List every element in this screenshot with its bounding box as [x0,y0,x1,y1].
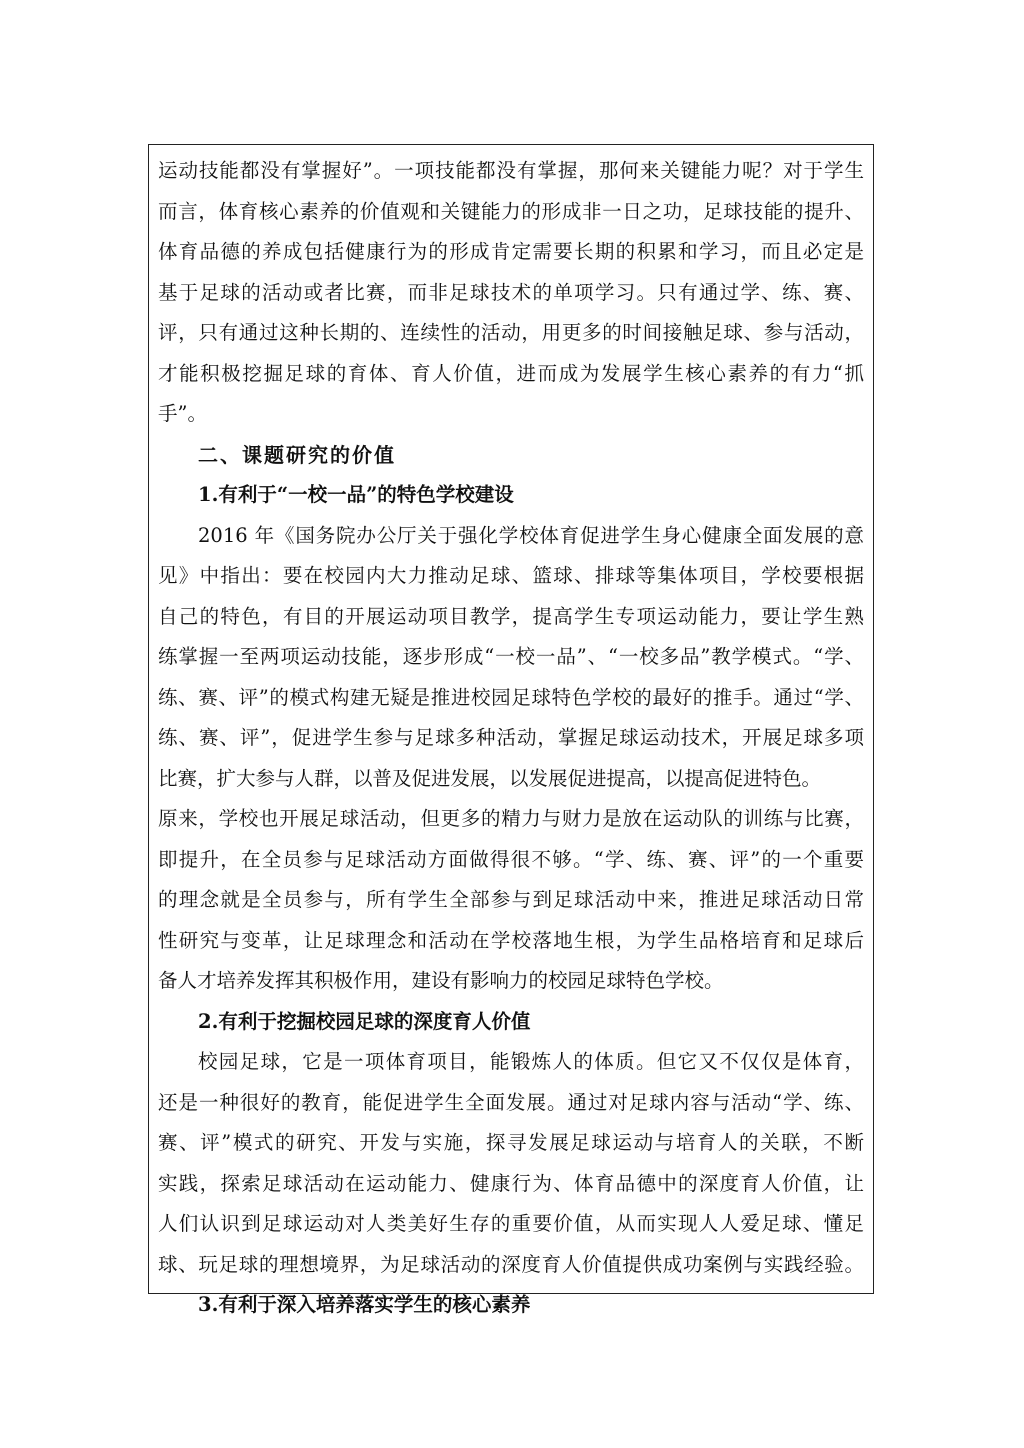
text-line: 2016 年《国务院办公厅关于强化学校体育促进学生身心健康全面发展的意 [198,523,864,547]
section-heading: 二、课题研究的价值 [198,442,396,467]
text-line: 赛、评”模式的研究、开发与实施，探寻发展足球运动与培育人的关联，不断 [158,1131,864,1154]
text-line: 评，只有通过这种长期的、连续性的活动，用更多的时间接触足球、参与活动， [158,321,864,344]
text-line: 才能积极挖掘足球的育体、育人价值，进而成为发展学生核心素养的有力“抓 [158,361,864,385]
subsection-heading: 2.有利于挖掘校园足球的深度育人价值 [198,1009,531,1033]
text-line: 见》中指出：要在校园内大力推动足球、篮球、排球等集体项目，学校要根据 [158,564,864,587]
text-line: 实践，探索足球活动在运动能力、健康行为、体育品德中的深度育人价值，让 [158,1171,864,1195]
text-line: 的理念就是全员参与，所有学生全部参与到足球活动中来，推进足球活动日常 [158,888,864,911]
document-body [158,151,864,1326]
text-line: 原来，学校也开展足球活动，但更多的精力与财力是放在运动队的训练与比赛， [158,807,864,830]
text-line: 比赛，扩大参与人群，以普及促进发展，以发展促进提高，以提高促进特色。 [158,766,822,790]
text-line: 练、赛、评”，促进学生参与足球多种活动，掌握足球运动技术，开展足球多项 [158,726,864,749]
text-line: 球、玩足球的理想境界，为足球活动的深度育人价值提供成功案例与实践经验。 [158,1252,864,1276]
text-line: 体育品德的养成包括健康行为的形成肯定需要长期的积累和学习，而且必定是 [158,240,864,263]
text-line: 基于足球的活动或者比赛，而非足球技术的单项学习。只有通过学、练、赛、 [158,280,864,304]
text-line: 即提升，在全员参与足球活动方面做得很不够。“学、练、赛、评”的一个重要 [158,847,864,871]
text-line: 手”。 [158,402,207,425]
text-line: 性研究与变革，让足球理念和活动在学校落地生根，为学生品格培育和足球后 [158,928,864,952]
paragraph [158,516,864,1002]
paragraph [158,1042,864,1285]
intro-paragraph [158,151,864,435]
text-line: 运动技能都没有掌握好”。一项技能都没有掌握，那何来关键能力呢？对于学生 [158,159,864,182]
text-line: 校园足球，它是一项体育项目，能锻炼人的体质。但它又不仅仅是体育， [198,1050,864,1073]
text-line: 练掌握一至两项运动技能，逐步形成“一校一品”、“一校多品”教学模式。“学、 [158,645,864,668]
text-line: 备人才培养发挥其积极作用，建设有影响力的校园足球特色学校。 [158,969,724,992]
subsection-heading: 1.有利于“一校一品”的特色学校建设 [198,483,514,506]
text-line: 自己的特色，有目的开展运动项目教学，提高学生专项运动能力，要让学生熟 [158,604,864,628]
text-line: 练、赛、评”的模式构建无疑是推进校园足球特色学校的最好的推手。通过“学、 [158,685,864,709]
subsection-heading: 3.有利于深入培养落实学生的核心素养 [198,1293,531,1316]
text-line: 而言，体育核心素养的价值观和关键能力的形成非一日之功，足球技能的提升、 [158,199,864,223]
text-line: 还是一种很好的教育，能促进学生全面发展。通过对足球内容与活动“学、练、 [158,1090,864,1114]
text-line: 人们认识到足球运动对人类美好生存的重要价值，从而实现人人爱足球、懂足 [158,1212,864,1235]
